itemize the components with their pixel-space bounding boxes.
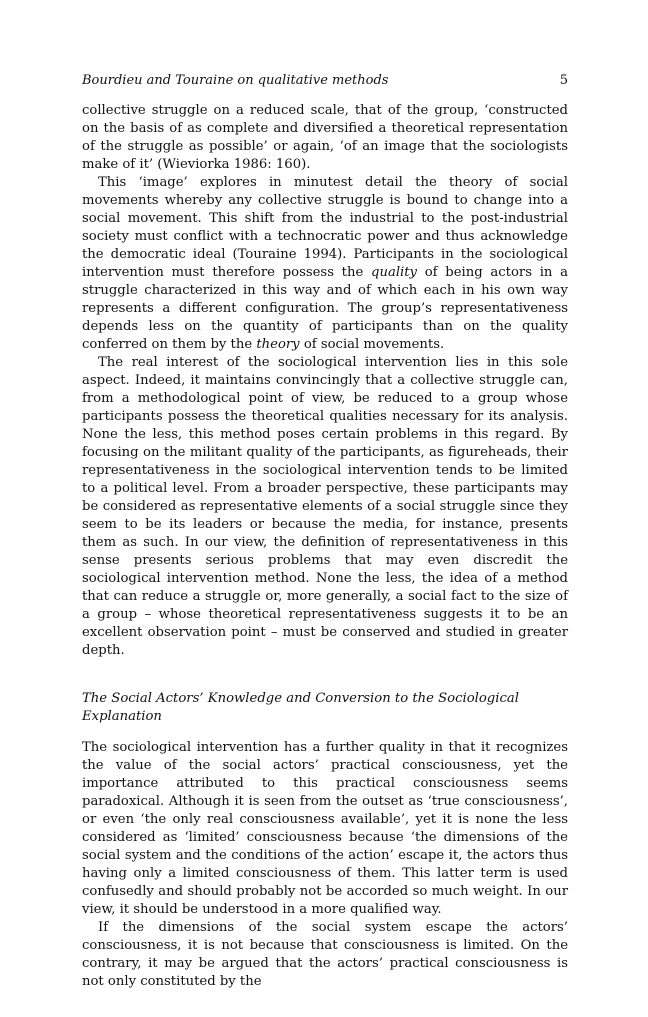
book-page	[82, 72, 568, 991]
paragraph-text: If the dimensions of the social system escape the actors’ consciousness, it is not because that consciousness is limited. On the contrary, it may be argued that the actors’ practical consciousness is not only constituted by the	[82, 920, 568, 989]
paragraph-real-interest	[82, 354, 568, 660]
paragraph-text: This ‘image’ explores in minutest detail the theory of social movements whereby any collective struggle is bound to change into a social movement. This shift from the industrial to the post-industrial society must conflict with a technocratic power and thus acknowledge the democratic ideal (Touraine 1994). Participants in the sociological intervention must therefore possess the	[82, 175, 568, 280]
running-title: Bourdieu and Touraine on qualitative methods	[82, 73, 389, 88]
section-heading-line: Explanation	[82, 709, 162, 724]
running-header	[82, 72, 568, 94]
section-heading	[82, 690, 568, 726]
emphasis-quality: quality	[371, 265, 417, 280]
section-heading-line: The Social Actors’ Knowledge and Conversion to the Sociological	[82, 691, 519, 706]
paragraph-continued	[82, 102, 568, 174]
paragraph-text: collective struggle on a reduced scale, that of the group, ‘constructed on the basis of as complete and diversified a theoretical representation of the struggle as possible’ or again, ‘of an image that the sociologists make of it’ (Wieviorka 1986: 160).	[82, 103, 568, 172]
paragraph-text-end: of social movements.	[299, 337, 445, 352]
paragraph-image-theory	[82, 174, 568, 354]
paragraph-text: The sociological intervention has a further quality in that it recognizes the value of the social actors’ practical consciousness, yet the importance attributed to this practical consciousness seems paradoxical. Although it is seen from the outset as ‘true consciousness’, or even ‘the only real consciousness available’, yet it is none the less considered as ‘limited’ consciousness because ‘the dimensions of the social system and the conditions of the action’ escape it, the actors thus having only a limited consciousness of them. This latter term is used confusedly and should probably not be accorded so much weight. In our view, it should be understood in a more qualified way.	[82, 740, 568, 917]
paragraph-text: The real interest of the sociological intervention lies in this sole aspect. Indeed, it maintains convincingly that a collective struggle can, from a methodological point of view, be reduced to a group whose participants possess the theoretical qualities necessary for its analysis. None the less, this method poses certain problems in this regard. By focusing on the militant quality of the participants, as figureheads, their representativeness in the sociological intervention tends to be limited to a political level. From a broader perspective, these participants may be considered as representative elements of a social struggle since they seem to be its leaders or because the media, for instance, presents them as such. In our view, the definition of representativeness in this sense presents serious problems that may even discredit the sociological intervention method. None the less, the idea of a method that can reduce a struggle or, more generally, a social fact to the size of a group – whose theoretical representativeness suggests it to be an excellent observation point – must be conserved and studied in greater depth.	[82, 355, 568, 658]
page-number: 5	[559, 73, 568, 88]
paragraph-dimensions	[82, 919, 568, 991]
paragraph-text-continued: of being actors in a struggle characterized in this way and of which each in his own way represents a different configuration. The group’s representativeness depends less on the quantity of participants than on the quality conferred on them by the	[82, 265, 568, 352]
emphasis-theory: theory	[256, 337, 300, 352]
paragraph-practical-consciousness	[82, 739, 568, 919]
